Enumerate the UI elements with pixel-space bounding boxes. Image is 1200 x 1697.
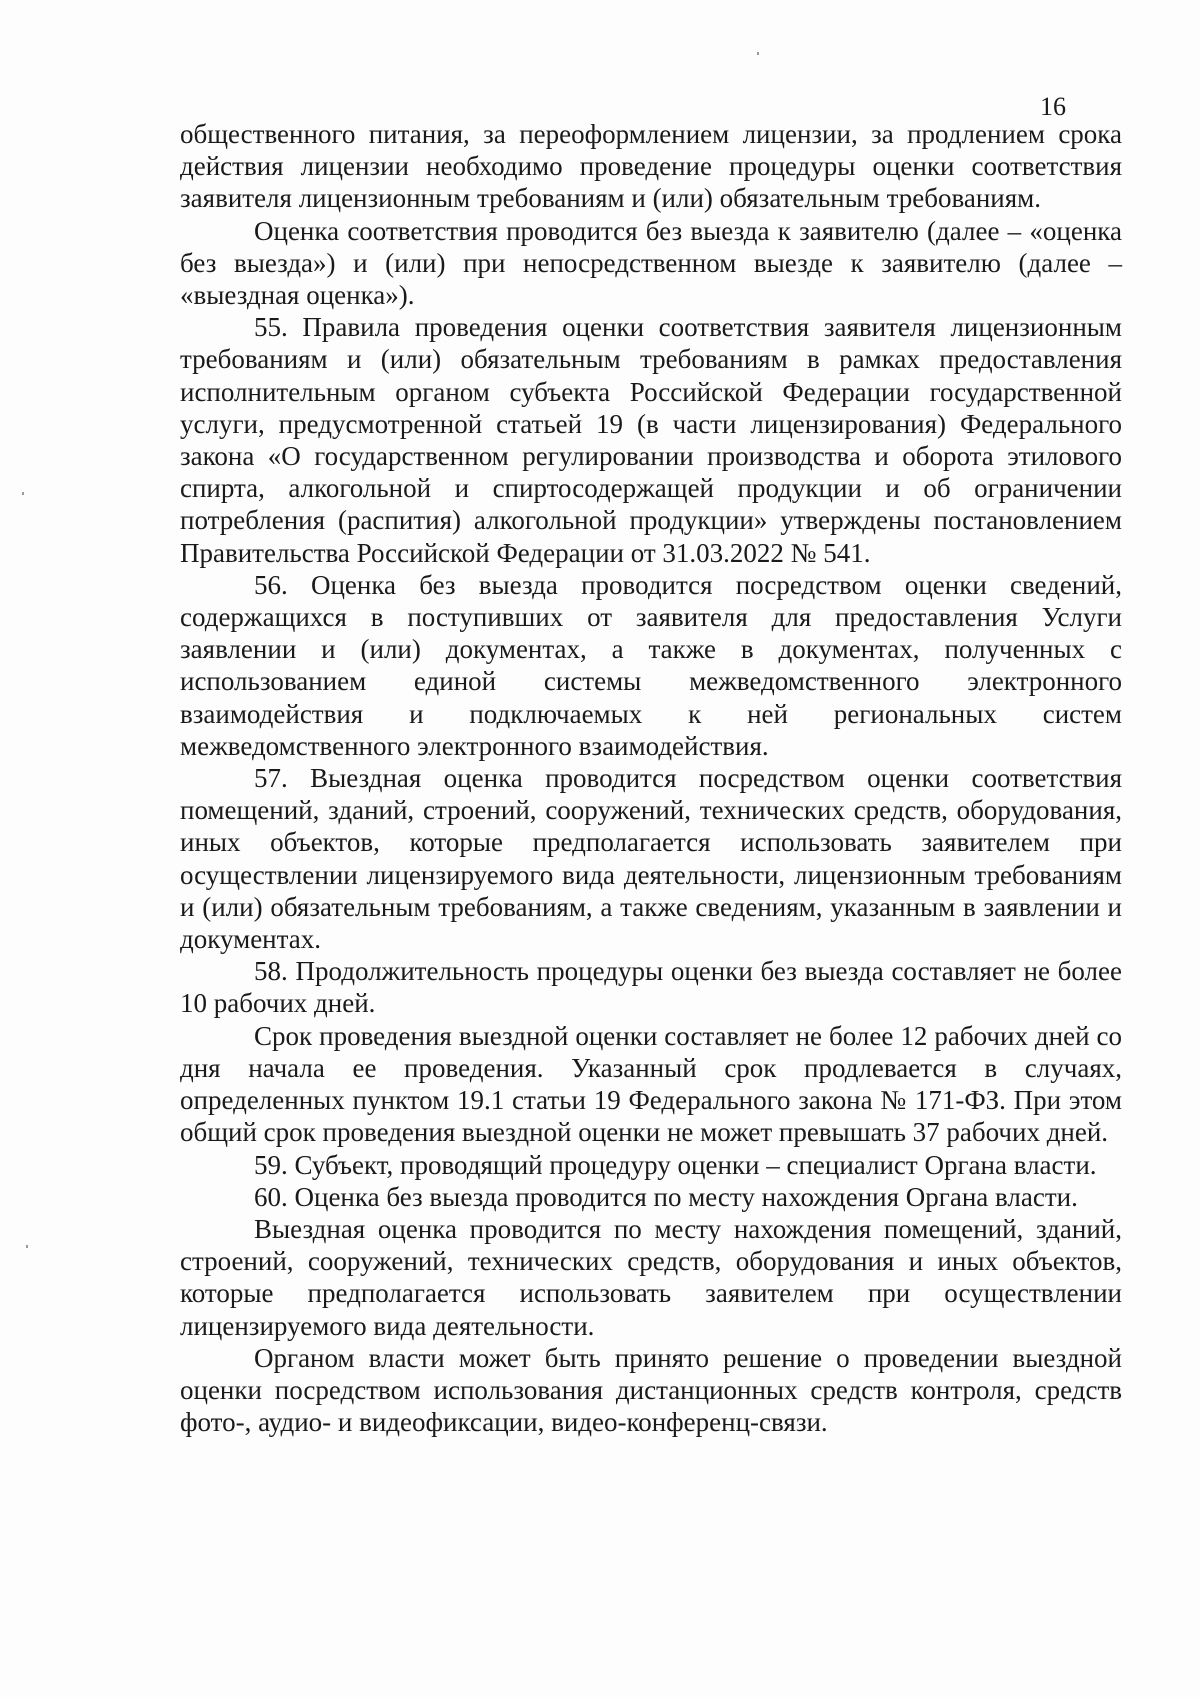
paragraph-continuation: общественного питания, за переоформлением лицензии, за продлением срока действия лицензии необходимо проведение процедуры оценки соответствия заявителя лицензионным требованиям и (или) обязательным требованиям. — [180, 119, 1122, 214]
paragraph-57: 57. Выездная оценка проводится посредством оценки соответствия помещений, зданий, строений, сооружений, технических средств, оборудования, иных объектов, которые предполагается использовать заявителем при осуществлении лицензируемого вида деятельности, лицензионным требованиям и (или) обязательным требованиям, а также сведениям, указанным в заявлении и документах. — [180, 763, 1122, 955]
document-body — [180, 118, 1122, 1438]
paragraph-60-remote: Органом власти может быть принято решение о проведении выездной оценки посредством использования дистанционных средств контроля, средств фото-, аудио- и видеофиксации, видео-конференц-связи. — [180, 1342, 1122, 1438]
page-number: 16 — [1040, 92, 1066, 121]
paragraph-59: 59. Субъект, проводящий процедуру оценки – специалист Органа власти. — [254, 1149, 1097, 1180]
paragraph-60-onsite-location: Выездная оценка проводится по месту нахождения помещений, зданий, строений, сооружений, технических средств, оборудования и иных объектов, которые предполагается использовать заявителем при осуществлении лицензируемого вида деятельности. — [180, 1213, 1122, 1341]
paragraph-58-onsite-term: Срок проведения выездной оценки составляет не более 12 рабочих дней со дня начала ее проведения. Указанный срок продлевается в случаях, определенных пунктом 19.1 статьи 19 Федерального закона № 171-ФЗ. При этом общий срок проведения выездной оценки не может превышать 37 рабочих дней. — [180, 1020, 1122, 1148]
scan-speck — [26, 1245, 28, 1248]
scan-speck — [757, 52, 759, 55]
paragraph-60: 60. Оценка без выезда проводится по месту нахождения Органа власти. — [254, 1181, 1078, 1212]
scan-speck — [22, 492, 24, 495]
paragraph-55: 55. Правила проведения оценки соответствия заявителя лицензионным требованиям и (или) обязательным требованиям в рамках предоставления исполнительным органом субъекта Российской Федерации государственной услуги, предусмотренной статьей 19 (в части лицензирования) Федерального закона «О государственном регулировании производства и оборота этилового спирта, алкогольной и спиртосодержащей продукции и об ограничении потребления (распития) алкогольной продукции» утверждены постановлением Правительства Российской Федерации от 31.03.2022 № 541. — [180, 312, 1122, 568]
paragraph-assessment-types: Оценка соответствия проводится без выезда к заявителю (далее – «оценка без выезда») и (или) при непосредственном выезде к заявителю (далее – «выездная оценка»). — [180, 215, 1122, 311]
paragraph-56: 56. Оценка без выезда проводится посредством оценки сведений, содержащихся в поступивших от заявителя для предоставления Услуги заявлении и (или) документах, а также в документах, полученных с использованием единой системы межведомственного электронного взаимодействия и подключаемых к ней региональных систем межведомственного электронного взаимодействия. — [180, 569, 1122, 761]
paragraph-58: 58. Продолжительность процедуры оценки без выезда составляет не более 10 рабочих дней. — [180, 956, 1122, 1019]
